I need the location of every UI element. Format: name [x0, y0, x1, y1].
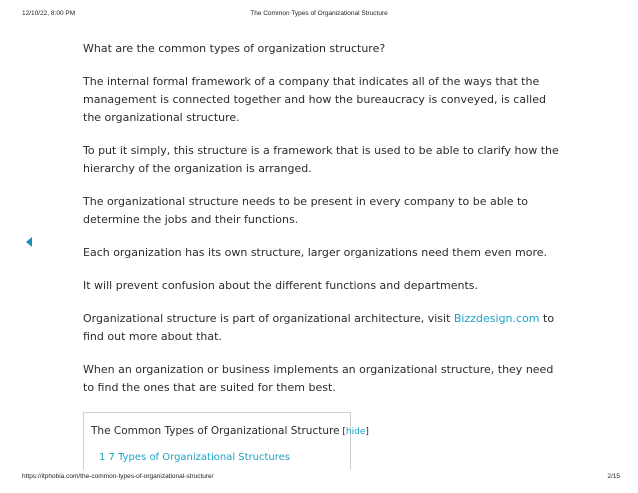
article-paragraph: Each organization has its own structure, larger organizations need them even more. — [83, 246, 548, 259]
print-title: The Common Types of Organizational Structure — [250, 10, 388, 17]
print-url: https://itphobia.com/the-common-types-of-organizational-structure/ — [22, 473, 214, 480]
toc-title: The Common Types of Organizational Structure — [91, 425, 340, 437]
article-paragraph: To put it simply, this structure is a framework that is used to be able to clarify how the hierarchy of the organization is arranged. — [83, 144, 559, 175]
article-paragraph: It will prevent confusion about the different functions and departments. — [83, 279, 479, 292]
collapse-arrow-icon[interactable] — [26, 237, 32, 247]
article-paragraph: What are the common types of organization structure? — [83, 42, 386, 55]
bizzdesign-link[interactable]: Bizzdesign.com — [453, 312, 540, 325]
toc-item-link[interactable]: 1 7 Types of Organizational Structures — [99, 452, 291, 463]
page-number: 2/15 — [607, 473, 620, 480]
article-body — [83, 40, 563, 412]
article-paragraph: The internal formal framework of a company that indicates all of the ways that the management is connected together and how the bureaucracy is conveyed, is called the organizational structure. — [83, 75, 546, 124]
table-of-contents — [83, 412, 369, 470]
article-paragraph — [83, 310, 563, 346]
toc-hide-link[interactable]: hide — [345, 427, 366, 437]
article-paragraph: The organizational structure needs to be present in every company to be able to determine the jobs and their functions. — [83, 195, 529, 226]
toc-bracket: ] — [365, 427, 369, 437]
paragraph-text: Organizational structure is part of organizational architecture, visit — [83, 312, 454, 325]
toc-header — [91, 423, 369, 440]
print-datetime: 12/10/22, 8:00 PM — [22, 10, 76, 17]
article-paragraph: When an organization or business implements an organizational structure, they need to find the ones that are suited for them best. — [83, 363, 554, 394]
paragraph-text: to find out more about that. — [83, 312, 555, 343]
toc-bracket: [ — [339, 427, 346, 437]
